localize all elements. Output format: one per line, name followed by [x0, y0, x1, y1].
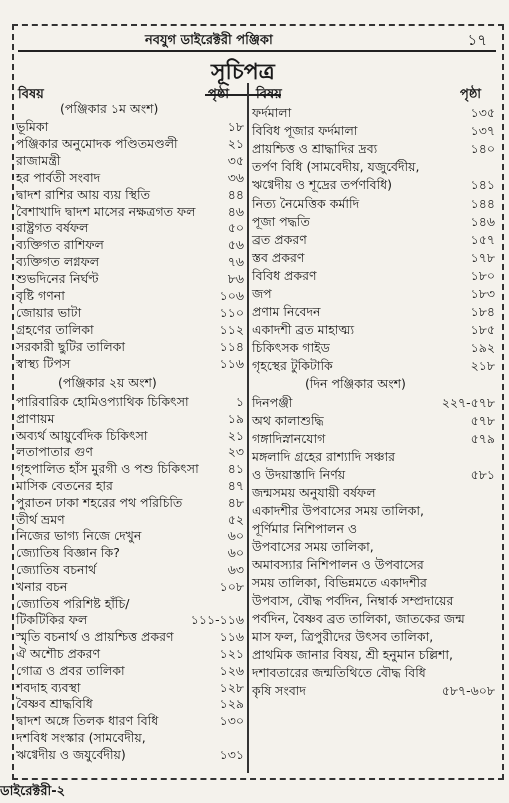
toc-entry-title: প্রণাম নিবেদন	[252, 304, 321, 320]
toc-row	[252, 231, 495, 248]
toc-entry-page: ৭৬	[227, 254, 244, 270]
header-page-number: ১৭	[467, 31, 487, 49]
toc-entry-page: ১২৯	[219, 696, 244, 712]
toc-entry-title: একাদশীর উপবাসের সময় তালিকা,	[252, 503, 424, 518]
toc-row	[16, 611, 244, 628]
toc-entry-title: বৃষ্টি গণনা	[16, 288, 65, 303]
toc-entry-page: ১৮৪	[470, 304, 495, 320]
toc-entry-page: ৮৬	[227, 271, 244, 287]
toc-entry-title: স্মৃতি বচনার্থ ও প্রায়শ্চিত্ত প্রকরণ	[16, 629, 174, 645]
right-section-2-heading: (দিন পঞ্জিকার অংশ)	[305, 376, 406, 391]
toc-row	[16, 236, 244, 253]
toc-entry-title: কৃষি সংবাদ	[252, 683, 306, 698]
toc-entry-page: ১৫৭	[470, 231, 495, 247]
toc-entry-title: জন্মসময় অনুযায়ী বর্ষফল	[252, 485, 376, 500]
toc-entry-page: ৫৭৮	[470, 413, 495, 428]
toc-entry-page: ১১৪	[219, 338, 244, 354]
toc-row	[16, 338, 244, 355]
toc-entry-page: ৫৮৭-৬০৮	[441, 683, 495, 698]
toc-entry-title: গঙ্গাদিস্নানযোগ	[252, 431, 326, 446]
toc-row	[252, 339, 495, 356]
toc-entry-title: ভূমিকা	[16, 119, 49, 134]
toc-row	[16, 712, 244, 729]
toc-entry-page: ১০৬	[219, 288, 244, 303]
toc-entry-title: গোত্র ও প্রবর তালিকা	[16, 662, 125, 678]
toc-entry-title: লতাপাতার গুণ	[16, 444, 93, 460]
toc-row	[16, 527, 244, 544]
toc-row	[252, 484, 495, 501]
toc-row	[16, 203, 244, 220]
toc-row	[16, 321, 244, 338]
toc-row	[252, 394, 495, 411]
toc-row	[16, 679, 244, 696]
toc-row	[252, 664, 495, 681]
toc-entry-page: ৩৬	[227, 169, 244, 185]
toc-entry-title: প্রাণায়ম	[16, 410, 55, 426]
toc-row	[252, 592, 495, 609]
toc-row	[16, 477, 244, 494]
toc-entry-page: ১৪৪	[470, 195, 495, 211]
toc-entry-page: ১৮৩	[470, 286, 495, 301]
toc-row	[16, 169, 244, 186]
toc-entry-page: ৫০	[227, 220, 244, 236]
toc-entry-page: ৬০	[227, 545, 244, 561]
page-title: সূচিপত্র	[205, 55, 281, 96]
toc-entry-title: জোয়ার ভাটা	[16, 304, 82, 320]
toc-entry-page: ১৩০	[219, 713, 244, 729]
toc-entry-page: ১৪৬	[470, 213, 495, 229]
toc-row	[252, 502, 495, 519]
toc-row	[252, 213, 495, 230]
toc-entry-page: ১০৮	[219, 578, 244, 594]
toc-row	[16, 304, 244, 321]
toc-entry-title: অমাবস্যার নিশিপালন ও উপবাসের	[252, 557, 424, 572]
toc-row	[16, 427, 244, 444]
toc-row	[252, 556, 495, 573]
toc-entry-title: পারিবারিক হোমিওপ্যাথিক চিকিৎসা	[16, 394, 189, 409]
toc-row	[16, 561, 244, 578]
toc-row	[16, 729, 244, 746]
toc-row	[252, 520, 495, 537]
toc-row	[16, 645, 244, 662]
toc-row	[16, 578, 244, 595]
toc-entry-page: ৩৫	[227, 152, 244, 168]
toc-entry-title: মঙ্গলাদি গ্রহের রাশ্যাদি সঞ্চার	[252, 449, 396, 464]
toc-entry-title: নিজের ভাগ্য নিজে দেখুন	[16, 528, 142, 544]
toc-row	[16, 746, 244, 763]
toc-row	[252, 412, 495, 429]
toc-entry-page: ৫৭৯	[470, 431, 495, 446]
toc-row	[16, 393, 244, 410]
footer-label: ডাইরেক্টরী-২	[0, 784, 66, 799]
toc-row	[16, 287, 244, 304]
left-subject-header: বিষয়	[18, 87, 44, 102]
left-section-1-heading: (পঞ্জিকার ১ম অংশ)	[60, 101, 159, 116]
toc-entry-title: স্তব প্রকরণ	[252, 249, 305, 265]
toc-entry-title: ব্রত প্রকরণ	[252, 231, 307, 247]
toc-entry-page: ১৩৫	[470, 105, 495, 120]
toc-entry-page: ৪৭	[227, 478, 244, 493]
toc-row	[16, 443, 244, 460]
toc-entry-title: প্রায়শ্চিত্ত ও শ্রাদ্ধাদির দ্রব্য	[252, 141, 378, 157]
toc-row	[252, 285, 495, 302]
toc-entry-title: অব্যর্থ আয়ুর্বেদিক চিকিৎসা	[16, 427, 148, 443]
toc-entry-page: ৪৮	[227, 494, 244, 510]
toc-entry-page: ১২১	[219, 646, 244, 661]
toc-entry-title: ও উদয়াস্তাদি নির্ণয়	[252, 467, 346, 482]
toc-row	[16, 460, 244, 477]
toc-row	[252, 140, 495, 157]
toc-entry-title: পুরাতন ঢাকা শহরের পথ পরিচিতি	[16, 494, 183, 510]
toc-entry-title: প্রাথমিক জানার বিষয়, শ্রী হনুমান চল্লিশা,	[252, 647, 453, 662]
toc-entry-page: ৫৬	[227, 237, 244, 253]
toc-row	[16, 410, 244, 427]
right-subject-header: বিষয়	[256, 87, 282, 102]
toc-entry-title: গৃহপালিত হাঁস মুরগী ও পশু চিকিৎসা	[16, 461, 199, 477]
toc-entry-title: তীর্থ ভ্রমণ	[16, 511, 65, 527]
toc-row	[16, 628, 244, 645]
toc-entry-title: পর্বদিন, বৈষ্ণব ব্রত তালিকা, জাতকের জন্ম	[252, 611, 465, 626]
toc-row	[252, 574, 495, 591]
toc-entry-page: ১৩১	[219, 746, 244, 762]
toc-entry-page: ২৩	[227, 444, 244, 460]
toc-entry-title: বিবিধ প্রকরণ	[252, 267, 317, 283]
toc-row	[16, 511, 244, 528]
toc-entry-page: ২১৮	[470, 358, 495, 374]
toc-entry-page: ৬৩	[227, 562, 244, 577]
toc-entry-page: ১৪০	[470, 141, 495, 157]
toc-entry-page: ৪৬	[227, 203, 244, 219]
toc-entry-title: দ্বাদশ রাশির আয় ব্যয় স্থিতি	[16, 186, 150, 202]
toc-row	[252, 249, 495, 266]
column-divider	[247, 83, 249, 773]
toc-row	[16, 186, 244, 203]
toc-row	[252, 628, 495, 645]
toc-entry-page: ১৮০	[470, 267, 495, 283]
toc-entry-page: ১৮৫	[470, 322, 495, 338]
toc-entry-title: ব্যক্তিগত রাশিফল	[16, 237, 104, 253]
toc-row	[16, 544, 244, 561]
toc-entry-title: বৈষ্ণব শ্রাদ্ধবিধি	[16, 696, 93, 712]
toc-row	[16, 494, 244, 511]
toc-entry-title: রাষ্ট্রগত বর্ষফল	[16, 220, 89, 236]
toc-entry-title: পূর্ণিমার নিশিপালন ও	[252, 521, 358, 536]
toc-entry-page: ১১১-১১৬	[190, 612, 244, 628]
toc-entry-title: হর পার্বতী সংবাদ	[16, 169, 101, 185]
toc-row	[252, 267, 495, 284]
toc-entry-title: ঐ অশৌচ প্রকরণ	[16, 646, 101, 661]
toc-entry-title: বিবিধ পূজার ফর্দমালা	[252, 123, 358, 139]
toc-entry-title: জ্যোতিষ বচনার্থ	[16, 562, 97, 577]
toc-row	[252, 646, 495, 663]
toc-entry-page: ১৩৭	[470, 123, 495, 139]
toc-row	[252, 104, 495, 121]
toc-entry-title: সরকারী ছুটির তালিকা	[16, 338, 126, 354]
toc-entry-page: ৫২	[227, 511, 244, 527]
toc-entry-title: খনার বচন	[16, 578, 68, 594]
toc-entry-page: ৫৮১	[470, 467, 495, 482]
toc-entry-title: মাসিক বেতনের হার	[16, 478, 113, 493]
toc-entry-title: শুভদিনের নির্ঘণ্ট	[16, 271, 99, 287]
toc-row	[252, 538, 495, 555]
toc-entry-title: বৈশাখাদি দ্বাদশ মাসের নক্ষত্রগত ফল	[16, 203, 196, 219]
toc-row	[252, 303, 495, 320]
toc-entry-title: গ্রহণের তালিকা	[16, 321, 94, 337]
toc-row	[252, 158, 495, 175]
toc-entry-title: সময় তালিকা, বিভিন্নমতে একাদশীর	[252, 575, 427, 590]
toc-entry-page: ১২৮	[219, 679, 244, 695]
toc-entry-title: দশবিধ সংস্কার (সামবেদীয়,	[16, 730, 146, 745]
toc-row	[16, 695, 244, 712]
toc-row	[16, 355, 244, 372]
toc-entry-title: জ্যোতিষ পরিশিষ্ট হাঁচি/	[16, 595, 130, 611]
toc-row	[16, 135, 244, 152]
toc-entry-title: পূজা পদ্ধতি	[252, 213, 310, 229]
toc-entry-title: একাদশী ব্রত মাহাত্ম্য	[252, 322, 355, 338]
toc-entry-title: ঋগ্বেদীয় ও জযুর্বেদীয়)	[16, 746, 126, 762]
toc-row	[16, 270, 244, 287]
toc-row	[16, 118, 244, 135]
toc-row	[16, 662, 244, 679]
toc-row	[252, 466, 495, 483]
toc-entry-page: ১২৬	[219, 662, 244, 678]
toc-entry-page: ৬০	[227, 528, 244, 544]
toc-entry-page: ৪১	[227, 461, 244, 477]
toc-row	[16, 253, 244, 270]
toc-entry-page: ২১	[227, 135, 244, 151]
toc-entry-title: টিকটিকির ফল	[16, 612, 88, 628]
toc-row	[252, 448, 495, 465]
toc-entry-page: ১৭৮	[470, 249, 495, 265]
left-section-2-heading: (পঞ্জিকার ২য় অংশ)	[58, 375, 157, 390]
toc-row	[16, 219, 244, 236]
toc-row	[252, 321, 495, 338]
toc-entry-title: শবদাহ ব্যবস্থা	[16, 679, 81, 695]
toc-entry-page: ৪৪	[227, 186, 244, 202]
toc-entry-title: ফর্দমালা	[252, 105, 292, 120]
toc-entry-title: দ্বাদশ অঙ্গে তিলক ধারণ বিধি	[16, 713, 159, 729]
toc-row	[252, 122, 495, 139]
toc-entry-title: ব্যক্তিগত লগ্নফল	[16, 254, 100, 270]
toc-entry-page: ১৯২	[470, 340, 495, 356]
toc-entry-title: উপবাস, বৌদ্ধ পর্বদিন, নিম্বার্ক সম্প্রদায়ের	[252, 593, 454, 608]
toc-entry-title: মাস ফল, ত্রিপুরীদের উৎসব তালিকা,	[252, 629, 434, 644]
toc-row	[16, 152, 244, 169]
toc-entry-title: ঋগ্বেদীয় ও শূদ্রের তর্পণবিধি)	[252, 177, 393, 193]
toc-row	[252, 176, 495, 193]
toc-row	[252, 610, 495, 627]
toc-entry-title: পঞ্জিকার অনুমোদক পণ্ডিতমণ্ডলী	[16, 135, 178, 151]
toc-entry-title: নিত্য নৈমেত্তিক কর্মাদি	[252, 195, 360, 211]
toc-entry-title: দিনপঞ্জী	[252, 395, 293, 410]
toc-entry-title: জ্যোতিষ বিজ্ঞান কি?	[16, 545, 120, 561]
toc-row	[16, 595, 244, 612]
toc-row	[252, 195, 495, 212]
toc-entry-page: ১১২	[219, 321, 244, 337]
toc-row	[252, 430, 495, 447]
toc-entry-page: ১৮	[227, 119, 244, 134]
toc-entry-page: ১৪১	[470, 177, 495, 193]
toc-entry-title: তর্পণ বিধি (সামবেদীয়, যজুর্বেদীয়,	[252, 159, 420, 175]
toc-entry-page: ১৯	[227, 410, 244, 426]
toc-entry-title: রাজামন্ত্রী	[16, 152, 61, 168]
toc-entry-title: গৃহস্থের টুকিটাকি	[252, 358, 333, 374]
toc-entry-title: জপ	[252, 286, 272, 301]
left-page-header: পৃষ্ঠা	[208, 87, 230, 102]
right-page-header: পৃষ্ঠা	[460, 87, 482, 102]
toc-entry-title: উপবাসের সময় তালিকা,	[252, 539, 374, 554]
header-title: নবযুগ ডাইরেক্টরী পঞ্জিকা	[145, 33, 273, 48]
toc-entry-page: ১	[235, 394, 244, 409]
toc-entry-page: ১১০	[219, 304, 244, 320]
toc-entry-title: দশাবতারের জন্মতিথিতে বৌদ্ধ বিধি	[252, 665, 426, 680]
toc-entry-title: চিকিৎসক গাইড	[252, 340, 330, 356]
toc-entry-page: ২১	[227, 427, 244, 443]
toc-row	[252, 682, 495, 699]
toc-entry-page: ১১৬	[219, 629, 244, 645]
toc-entry-page: ২২৭-৫৭৮	[441, 395, 495, 410]
toc-entry-title: স্বাস্থ্য টিপস	[16, 355, 71, 371]
toc-entry-page: ১১৬	[219, 355, 244, 371]
toc-entry-title: অথ কালাশুদ্ধি	[252, 413, 324, 428]
toc-row	[252, 357, 495, 374]
